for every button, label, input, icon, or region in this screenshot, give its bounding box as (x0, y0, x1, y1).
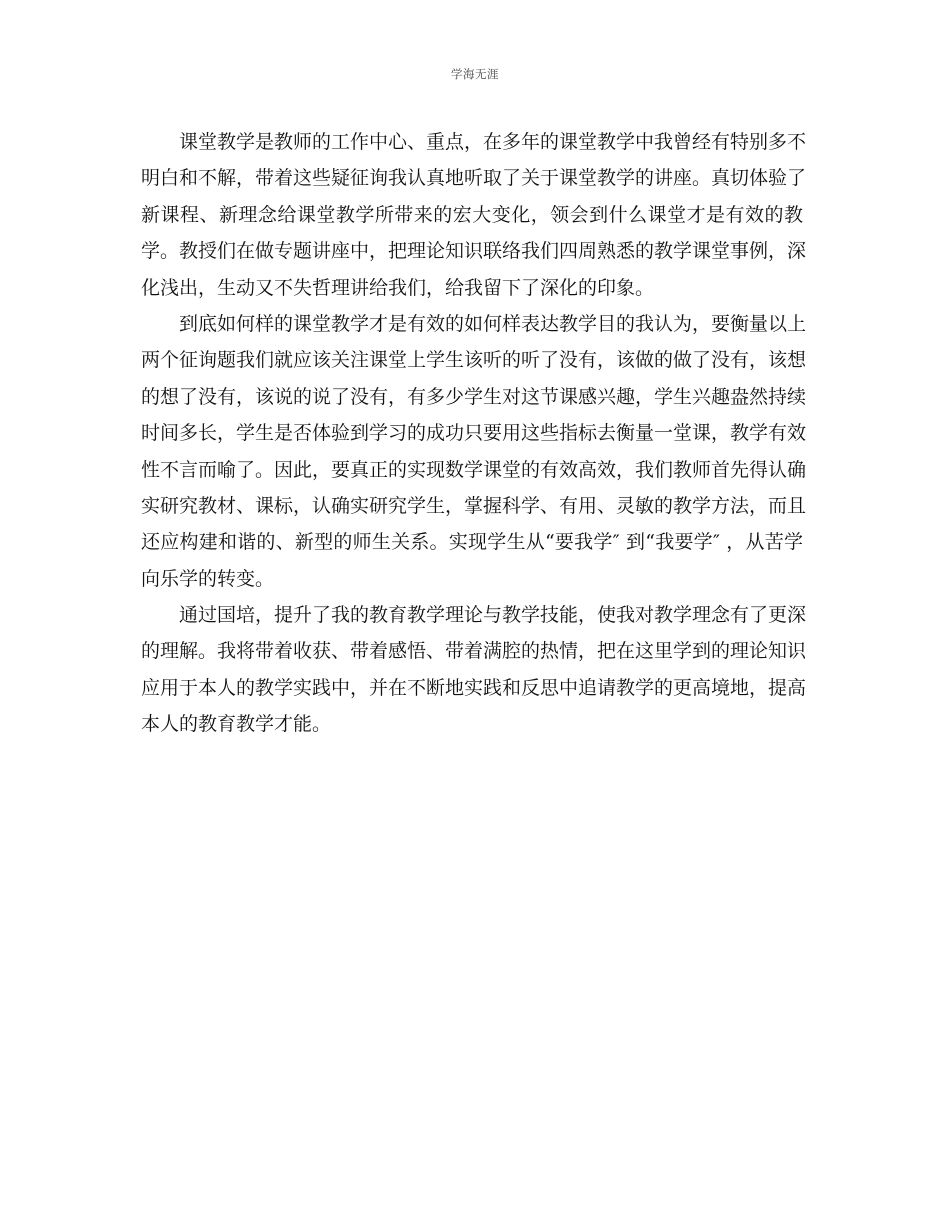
text-line: 学。教授们在做专题讲座中，把理论知识联络我们四周熟悉的教学课堂事例，深 (141, 240, 807, 263)
text-line: 明白和不解，带着这些疑征询我认真地听取了关于课堂教学的讲座。真切体验了 (141, 167, 807, 190)
text-line: 还应构建和谐的、新型的师生关系。实现学生从“要我学″ 到“我要学″ ，从苦学 (141, 531, 803, 554)
document-body (141, 124, 807, 743)
paragraph-3 (141, 597, 807, 743)
text-line: 两个征询题我们就应该关注课堂上学生该听的听了没有，该做的做了没有，该想 (141, 349, 807, 372)
text-line: 新课程、新理念给课堂教学所带来的宏大变化，领会到什么课堂才是有效的教 (141, 203, 803, 226)
text-line: 的理解。我将带着收获、带着感悟、带着满腔的热情，把在这里学到的理论知识 (141, 640, 807, 663)
text-line: 实研究教材、课标，认确实研究学生，掌握科学、有用、灵敏的教学方法，而且 (141, 494, 807, 517)
text-line: 性不言而喻了。因此，要真正的实现数学课堂的有效高效，我们教师首先得认确 (141, 458, 807, 481)
text-line: 的想了没有，该说的说了没有，有多少学生对这节课感兴趣，学生兴趣盎然持续 (141, 385, 807, 408)
text-line: 通过国培，提升了我的教育教学理论与教学技能，使我对教学理念有了更深 (179, 604, 807, 627)
paragraph-1 (141, 124, 807, 306)
page-header: 学海无涯 (451, 67, 499, 81)
text-line: 应用于本人的教学实践中，并在不断地实践和反思中追请教学的更高境地，提高 (141, 676, 807, 699)
text-line: 向乐学的转变。 (141, 567, 275, 590)
text-line: 化浅出，生动又不失哲理讲给我们，给我留下了深化的印象。 (141, 276, 655, 299)
text-line: 课堂教学是教师的工作中心、重点，在多年的课堂教学中我曾经有特别多不 (179, 131, 807, 153)
text-line: 时间多长，学生是否体验到学习的成功只要用这些指标去衡量一堂课，教学有效 (141, 422, 807, 445)
paragraph-2 (141, 306, 807, 597)
text-line: 本人的教育教学才能。 (141, 713, 332, 736)
text-line: 到底如何样的课堂教学才是有效的如何样表达教学目的我认为，要衡量以上 (179, 312, 807, 335)
